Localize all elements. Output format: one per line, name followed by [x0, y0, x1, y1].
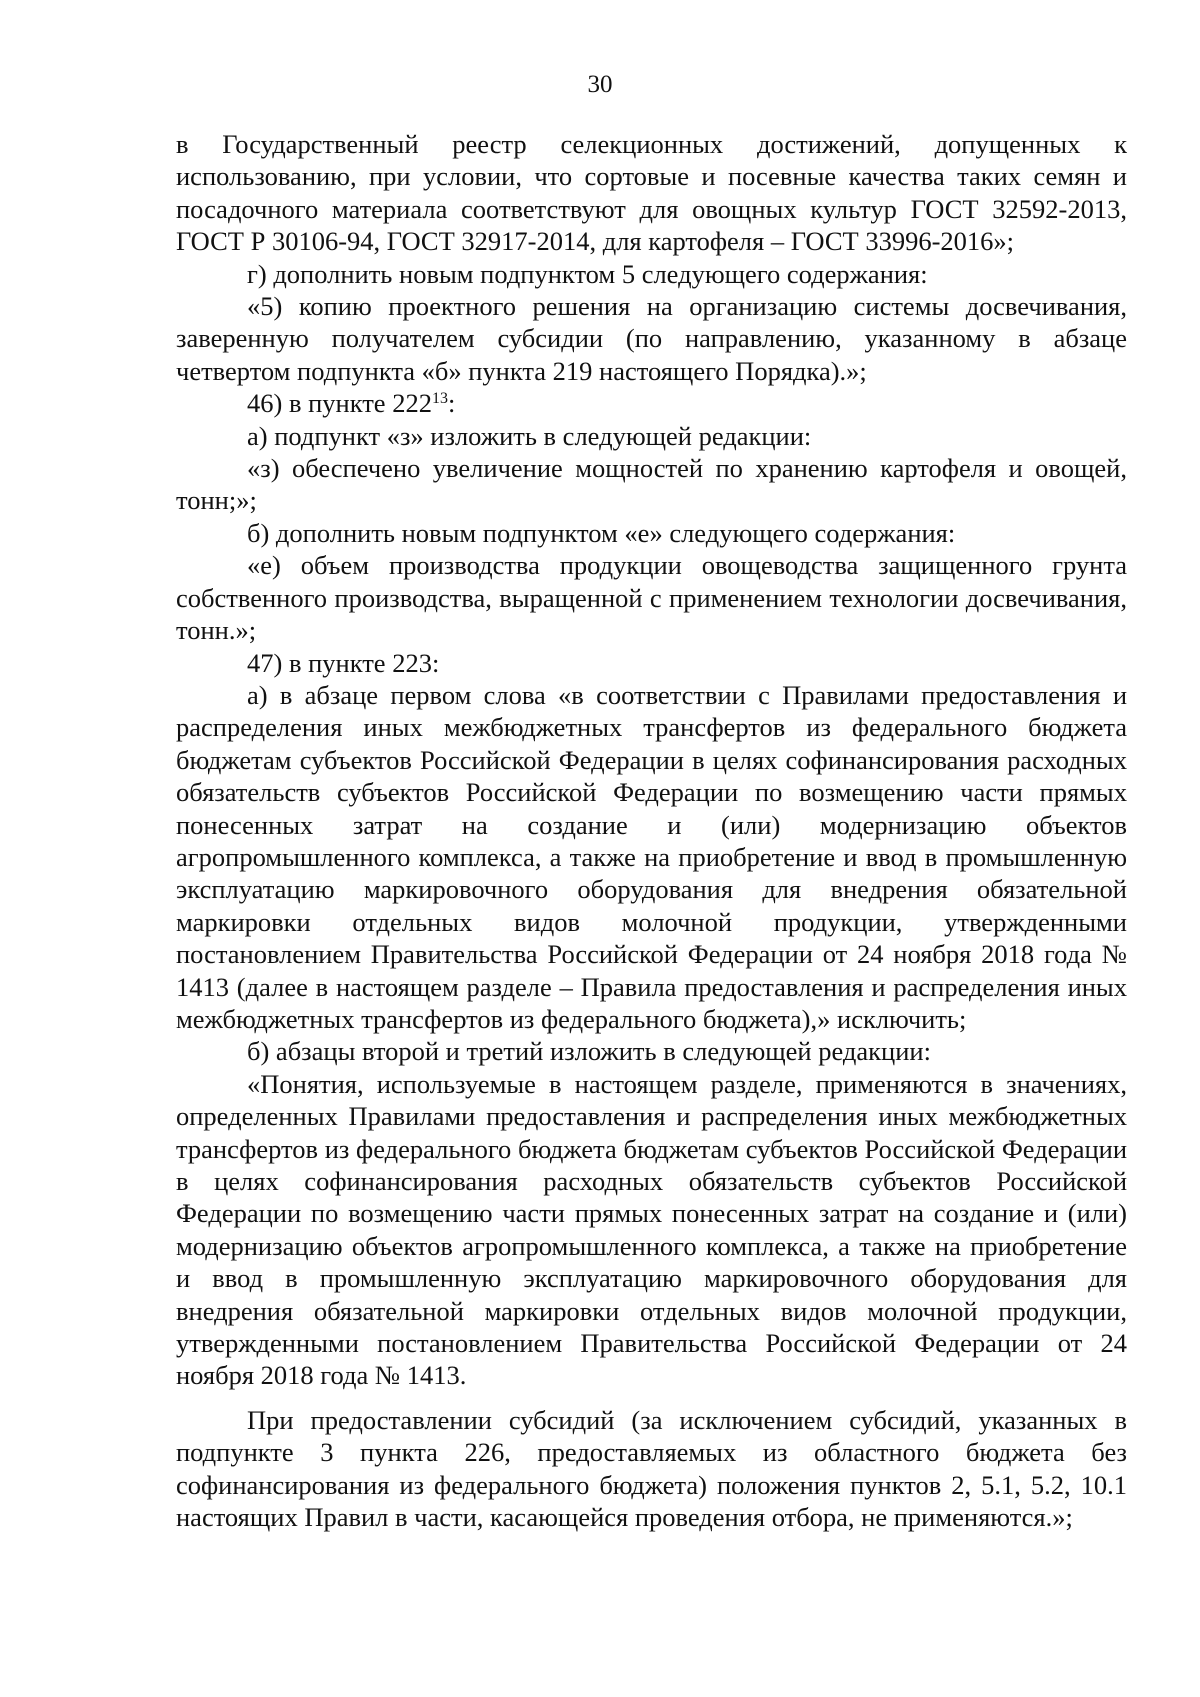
- paragraph-item-b-2: б) абзацы второй и третий изложить в следующей редакции:: [247, 1036, 931, 1067]
- paragraph-item-47: 47) в пункте 223:: [247, 647, 440, 678]
- paragraph-quote-e: «е) объем производства продукции овощеводства защищенного грунта собственного производства, выращенной с применением технологии досвечивания, тонн.»;: [176, 550, 1127, 646]
- item-46-text: 46) в пункте 222: [247, 388, 432, 419]
- paragraph-item-a-2: а) в абзаце первом слова «в соответствии с Правилами предоставления и распределения иных межбюджетных трансфертов из федерального бюджета бюджетам субъектов Российской Федерации в целях софинансирования расходных обязательств субъектов Российской Федерации по возмещению части прямых понесенных затрат на создание и (или) модернизацию объектов агропромышленного комплекса, а также на приобретение и ввод в промышленную эксплуатацию маркировочного оборудования для внедрения обязательной маркировки отдельных видов молочной продукции, утвержденными постановлением Правительства Российской Федерации от 24 ноября 2018 года № 1413 (далее в настоящем разделе – Правила предоставления и распределения иных межбюджетных трансфертов из федерального бюджета),» исключить;: [176, 679, 1127, 1034]
- paragraph-item-a-1: а) подпункт «з» изложить в следующей редакции:: [247, 420, 812, 451]
- item-46-superscript: 13: [431, 390, 448, 408]
- paragraph-item-46: [176, 387, 1127, 419]
- paragraph-quote-ponyatiya: «Понятия, используемые в настоящем разделе, применяются в значениях, определенных Правилами предоставления и распределения иных межбюджетных трансфертов из федерального бюджета бюджетам субъектов Российской Федерации в целях софинансирования расходных обязательств субъектов Российской Федерации по возмещению части прямых понесенных затрат на создание и (или) модернизацию объектов агропромышленного комплекса, а также на приобретение и ввод в промышленную эксплуатацию маркировочного оборудования для внедрения обязательной маркировки отдельных видов молочной продукции, утвержденными постановлением Правительства Российской Федерации от 24 ноября 2018 года № 1413.: [176, 1068, 1127, 1391]
- document-body: [176, 128, 1127, 1533]
- page-number: 30: [587, 71, 613, 98]
- paragraph-quote-5: «5) копию проектного решения на организацию системы досвечивания, заверенную получателем субсидии (по направлению, указанному в абзаце четвертом подпункта «б» пункта 219 настоящего Порядка).»;: [176, 291, 1127, 386]
- paragraph-pri-predostavlenii: При предоставлении субсидий (за исключением субсидий, указанных в подпункте 3 пункта 226, предоставляемых из областного бюджета без софинансирования из федерального бюджета) положения пунктов 2, 5.1, 5.2, 10.1 настоящих Правил в части, касающейся проведения отбора, не применяются.»;: [176, 1404, 1127, 1533]
- paragraph-item-g: г) дополнить новым подпунктом 5 следующего содержания:: [247, 258, 928, 289]
- paragraph-quote-z: «з) обеспечено увеличение мощностей по хранению картофеля и овощей, тонн;»;: [176, 453, 1127, 516]
- paragraph-item-b-1: б) дополнить новым подпунктом «е» следующего содержания:: [247, 517, 956, 548]
- item-46-colon: :: [447, 388, 456, 419]
- paragraph-continuation: в Государственный реестр селекционных достижений, допущенных к использованию, при условии, что сортовые и посевные качества таких семян и посадочного материала соответствуют для овощных культур ГОСТ 32592-2013, ГОСТ Р 30106-94, ГОСТ 32917-2014, для картофеля – ГОСТ 33996-2016»;: [176, 129, 1127, 257]
